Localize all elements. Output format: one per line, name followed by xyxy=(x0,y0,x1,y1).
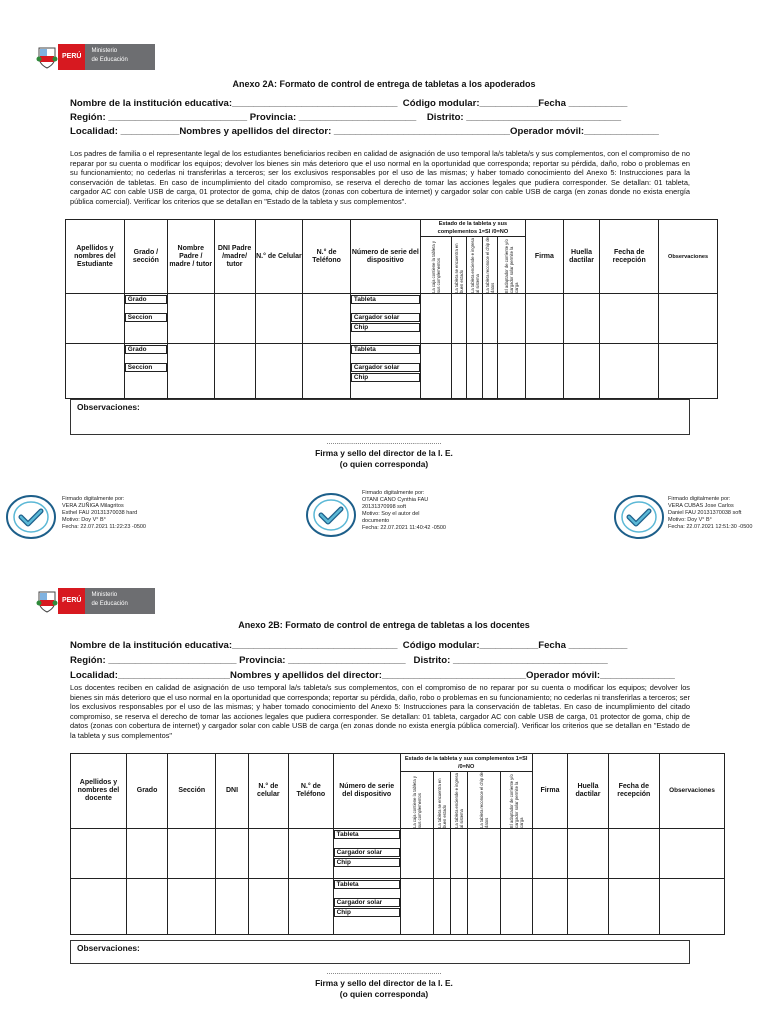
col-header-phone: N.° de Teléfono xyxy=(288,754,333,829)
annex-b-institution-line: Nombre de la institución educativa:_______________________________ Código modular:___________Fecha ___________ xyxy=(70,640,628,651)
annex-a-institution-line: Nombre de la institución educativa:_______________________________ Código modular:___________Fecha ___________ xyxy=(70,98,628,109)
annex-b-paragraph: Los docentes reciben en calidad de asignación de uso temporal la/s tableta/s sus complementos, con el compromiso de no reparar por su cuenta o modificar los equipos; devolver los bienes sin más deterioro que el uso normal en la oportunidad que corresponda; reportar su pérdida, daño, robo o problemas en su funcionamiento; no cederlas ni transferirlas a terceros; ser los exclusivos responsables por el uso de las mismas; y haber tomado conocimiento del Anexo 5: Instrucciones para la conservación de tabletas. En caso de incumplimiento del citado compromiso, se reserva el derecho de tomar las acciones legales que pudiera corresponder. Se detallan: 01 tableta, cargador AC con cable USB de carga, 01 protector de goma, chip de datos (zonas con cobertura de internet) y cargador solar con cable USB de carga (en zonas donde no exista energía pública comercial). Verificar los criterios que se detallan en "Estado de la tableta y sus complementos" xyxy=(70,683,690,740)
col-header-huella: Huella dactilar xyxy=(563,220,600,294)
state-col-boots: La tableta enciende e ingresa al sistema xyxy=(453,773,464,828)
annex-a-title: Anexo 2A: Formato de control de entrega de tabletas a los apoderados xyxy=(232,79,536,89)
col-header-grade: Grado xyxy=(126,754,167,829)
tableta-label: Tableta xyxy=(334,830,400,839)
ministry-line2: de Educación xyxy=(91,601,128,607)
col-header-serial: Número de serie del dispositivo xyxy=(333,754,400,829)
col-header-serial: Número de serie del dispositivo xyxy=(350,220,420,294)
signature-check-icon xyxy=(4,492,58,542)
signature-dots: ........................................................... xyxy=(326,969,442,976)
signature-check-icon xyxy=(304,490,358,540)
tableta-label: Tableta xyxy=(334,880,400,889)
annex-b-table xyxy=(70,753,725,935)
grado-label: Grado xyxy=(125,295,167,304)
stamp-line: OTANI CANO Cynthia FAU xyxy=(362,497,429,503)
col-header-fecha: Fecha de recepción xyxy=(608,754,659,829)
ministry-line1: Ministerio xyxy=(91,592,118,598)
col-header-obs: Observaciones xyxy=(659,220,718,294)
stamp-line: Esthel FAU 20131370038 hard xyxy=(62,510,138,516)
minedu-logo xyxy=(36,44,155,70)
tableta-label: Tableta xyxy=(351,345,420,354)
col-header-firma: Firma xyxy=(532,754,568,829)
signature-caption: Firma y sello del director de la I. E. xyxy=(315,978,453,988)
state-col-charger: El adaptador de corriente y/o cargador solar permite la carga xyxy=(504,239,520,293)
col-header-student-name: Apellidos y nombres del Estudiante xyxy=(66,220,125,294)
signature-dots: ........................................................... xyxy=(326,439,442,446)
table-row xyxy=(66,344,718,399)
minedu-logo xyxy=(36,588,155,614)
tableta-label: Tableta xyxy=(351,295,420,304)
annex-a-locality-line: Localidad: ___________Nombres y apellidos del director: _________________________________Operador móvil:______________ xyxy=(70,126,659,137)
state-col-charger: El adaptador de corriente y/o cargador solar permite la carga xyxy=(508,774,524,828)
observations-label: Observaciones: xyxy=(77,943,140,953)
col-header-obs: Observaciones xyxy=(660,754,725,829)
seccion-label: Seccion xyxy=(125,313,167,322)
annex-b-observations xyxy=(70,940,690,964)
peru-label: PERÚ xyxy=(58,44,85,70)
stamp-line: Motivo: Soy el autor del xyxy=(362,511,420,517)
state-col-box: La caja contiene la tableta y sus complementos xyxy=(411,776,422,828)
chip-label: Chip xyxy=(334,908,400,917)
signature-check-icon xyxy=(612,492,666,542)
annex-a-region-line: Región: __________________________ Provincia: ______________________ Distrito: _____________________________ xyxy=(70,112,622,123)
col-header-huella: Huella dactilar xyxy=(568,754,608,829)
stamp-line: VERA ZUÑIGA Milagritos xyxy=(62,503,124,509)
seccion-label: Seccion xyxy=(125,363,167,372)
annex-b-signature-line xyxy=(0,967,768,1000)
col-header-cell: N.° de Celular xyxy=(255,220,303,294)
state-col-chip: La tableta reconoce el chip de datos xyxy=(485,237,496,293)
annex-b-title: Anexo 2B: Formato de control de entrega de tabletas a los docentes xyxy=(238,620,530,630)
peru-label: PERÚ xyxy=(58,588,85,614)
grado-label: Grado xyxy=(125,345,167,354)
chip-label: Chip xyxy=(334,858,400,867)
signature-subcaption: (o quien corresponda) xyxy=(339,989,429,999)
signature-caption: Firma y sello del director de la I. E. xyxy=(315,448,453,458)
table-row xyxy=(66,294,718,344)
stamp-line: Fecha: 22.07.2021 11:40:42 -0500 xyxy=(362,525,446,531)
annex-b-locality-line: Localidad:_____________________Nombres y apellidos del director:___________________________Operador móvil:______________ xyxy=(70,670,675,681)
col-header-firma: Firma xyxy=(526,220,564,294)
col-header-fecha: Fecha de recepción xyxy=(600,220,659,294)
annex-a-observations xyxy=(70,399,690,435)
stamp-line: Daniel FAU 20131370038 soft xyxy=(668,510,742,516)
cargador-label: Cargador solar xyxy=(351,313,420,322)
signature-subcaption: (o quien corresponda) xyxy=(339,459,429,469)
col-header-dni: DNI xyxy=(216,754,248,829)
state-col-boots: La tableta enciende e ingresa al sistema xyxy=(469,238,480,293)
ministry-label xyxy=(85,44,155,70)
ministry-line1: Ministerio xyxy=(91,48,118,54)
stamp-line: Firmado digitalmente por: xyxy=(668,496,731,502)
annex-a-paragraph: Los padres de familia o el representante legal de los estudiantes beneficiarios reciben en calidad de asignación de uso temporal la/s tableta/s y sus complementos, con el compromiso de no reparar por su cuenta o modificar los equipos; devolver los bienes sin más deterioro que el uso normal en la oportunidad que corresponda; reportar su pérdida, daño, robo o problemas en su funcionamiento; no cederlas ni transferirlas a terceros; ser los exclusivos responsables por el uso de las mismas; y haber tomado conocimiento del Anexo 5: Instrucciones para la conservación de tabletas. En caso de incumplimiento del citado compromiso, se reserva el derecho de tomar las acciones legales que pudiera corresponder. Se detallan: 01 tableta, cargador AC con cable USB de carga, 01 protector de goma, chip de datos (zonas con cobertura de internet) y cargador solar con cable USB de carga (en zonas donde no exista energía pública comercial). Verificar los criterios que se detallan en "Estado de la tableta y sus complementos". xyxy=(70,149,690,206)
state-col-good: La tableta se encuentra en buen estado xyxy=(454,243,465,293)
cargador-label: Cargador solar xyxy=(351,363,420,372)
state-col-box: La caja contiene la tableta y sus complementos xyxy=(430,241,441,293)
peru-crest-icon xyxy=(36,589,58,613)
digital-signature-stamp xyxy=(304,490,446,540)
col-header-section: Sección xyxy=(168,754,216,829)
annex-a-signature-line xyxy=(0,437,768,470)
ministry-line2: de Educación xyxy=(91,57,128,63)
chip-label: Chip xyxy=(351,373,420,382)
annex-b-region-line: Región: ________________________ Provincia: ______________________ Distrito: _____________________________ xyxy=(70,655,608,666)
table-row xyxy=(71,829,725,879)
col-header-state: Estado de la tableta y sus complementos 1=SI /0=NO xyxy=(400,754,532,772)
stamp-line: Fecha: 22.07.2021 11:22:23 -0500 xyxy=(62,524,146,530)
state-col-good: La tableta se encuentra en buen estado xyxy=(437,778,448,828)
cargador-label: Cargador solar xyxy=(334,898,400,907)
stamp-line: 20131370998 soft xyxy=(362,504,407,510)
table-row xyxy=(71,879,725,935)
cargador-label: Cargador solar xyxy=(334,848,400,857)
stamp-line: VERA CUBAS Jose Carlos xyxy=(668,503,734,509)
stamp-line: Firmado digitalmente por: xyxy=(62,496,125,502)
observations-label: Observaciones: xyxy=(77,402,140,412)
col-header-dni: DNI Padre /madre/ tutor xyxy=(214,220,255,294)
stamp-line: Motivo: Doy V° B° xyxy=(62,517,106,523)
digital-signature-stamp xyxy=(4,492,146,542)
col-header-state: Estado de la tableta y sus complementos 1=SI /0=NO xyxy=(420,220,525,237)
col-header-phone: N.° de Teléfono xyxy=(303,220,351,294)
stamp-line: Motivo: Doy V° B° xyxy=(668,517,712,523)
col-header-grade: Grado / sección xyxy=(124,220,167,294)
annex-a-table xyxy=(65,219,718,399)
stamp-line: documento xyxy=(362,518,390,524)
col-header-parent: Nombre Padre / madre / tutor xyxy=(168,220,215,294)
stamp-line: Firmado digitalmente por: xyxy=(362,490,425,496)
digital-signature-stamp xyxy=(612,492,752,542)
col-header-cell: N.° de celular xyxy=(248,754,288,829)
ministry-label xyxy=(85,588,155,614)
peru-crest-icon xyxy=(36,45,58,69)
stamp-line: Fecha: 22.07.2021 12:51:30 -0500 xyxy=(668,524,753,530)
col-header-teacher-name: Apellidos y nombres del docente xyxy=(71,754,127,829)
chip-label: Chip xyxy=(351,323,420,332)
state-col-chip: La tableta reconoce el chip de datos xyxy=(479,772,490,828)
